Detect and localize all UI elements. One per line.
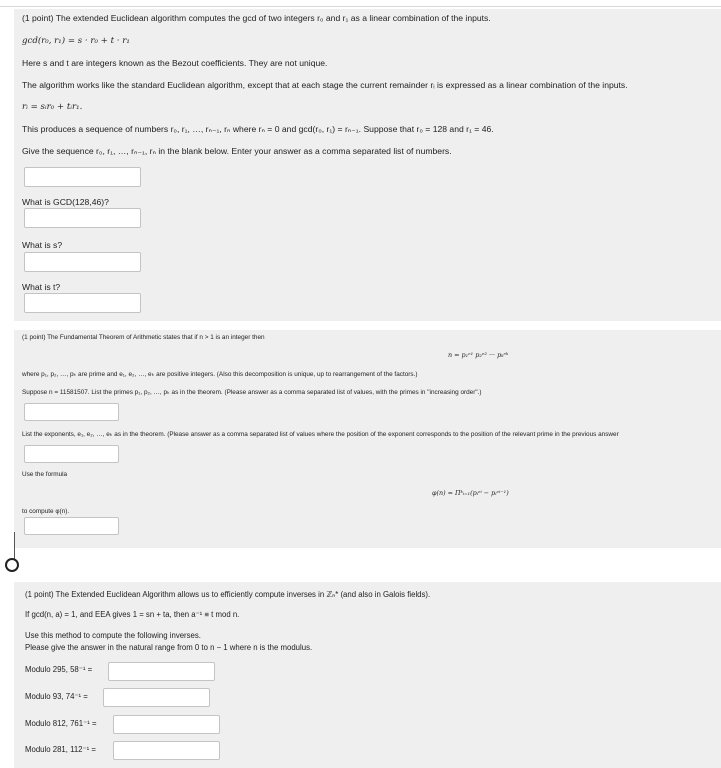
- t-question: What is t?: [22, 282, 61, 292]
- gcd-formula: gcd(r₀, r₁) = s · r₀ + t · r₁: [22, 36, 130, 46]
- range-text: Please give the answer in the natural range from 0 to n − 1 where n is the modulus.: [25, 643, 313, 652]
- gcd-input[interactable]: [24, 208, 141, 228]
- problem-3-intro: (1 point) The Extended Euclidean Algorithm allows us to efficiently compute inverses in ℤₙ* (and also in Galois fields).: [25, 590, 431, 599]
- use-method-text: Use this method to compute the following inverses.: [25, 631, 201, 640]
- inverse-input-4[interactable]: [113, 741, 220, 760]
- s-input[interactable]: [24, 252, 141, 272]
- problem-1-card: [14, 9, 721, 321]
- phi-input[interactable]: [24, 517, 119, 535]
- t-input[interactable]: [24, 293, 141, 313]
- problem-1-intro: (1 point) The extended Euclidean algorithm computes the gcd of two integers r₀ and r₁ as a linear combination of the inputs.: [22, 13, 491, 23]
- problem-2-intro: (1 point) The Fundamental Theorem of Arithmetic states that if n > 1 is an integer then: [22, 334, 265, 341]
- algorithm-text: The algorithm works like the standard Euclidean algorithm, except that at each stage the current remainder rᵢ is expressed as a linear combination of the inputs.: [22, 80, 628, 90]
- sequence-instruction: Give the sequence r₀, r₁, …, rₙ₋₁, rₙ in the blank below. Enter your answer as a comma separated list of numbers.: [22, 146, 452, 156]
- problem-2-card: [14, 330, 721, 548]
- exponents-text: List the exponents, e₁, e₂, …, eₖ as in the theorem. (Please answer as a comma separated list of values where the position of the exponent corresponds to the position of the relevant prime in the previous answer: [22, 431, 619, 438]
- timeline-node-icon: [5, 558, 19, 572]
- inverse-input-2[interactable]: [103, 688, 210, 707]
- use-formula-text: Use the formula: [22, 471, 68, 478]
- inverse-question-2: Modulo 93, 74⁻¹ =: [25, 692, 88, 701]
- primes-where-text: where p₁, p₂, …, pₖ are prime and e₁, e₂, …, eₖ are positive integers. (Also this decomposition is unique, up to rearrangement of the factors.): [22, 371, 418, 378]
- bezout-text: Here s and t are integers known as the Bezout coefficients. They are not unique.: [22, 58, 328, 68]
- sequence-input[interactable]: [24, 167, 141, 187]
- sequence-text: This produces a sequence of numbers r₀, r₁, …, rₙ₋₁, rₙ where rₙ = 0 and gcd(r₀, r₁) = rₙ₋₁. Suppose that r₀ = 128 and r₁ = 46.: [22, 124, 494, 134]
- inverse-question-1: Modulo 295, 58⁻¹ =: [25, 665, 93, 674]
- phi-formula: φ(n) = Πᵏᵢ₌₁(pᵢᵉⁱ − pᵢᵉⁱ⁻¹): [432, 489, 509, 497]
- inverse-rule-text: If gcd(n, a) = 1, and EEA gives 1 = sn + ta, then a⁻¹ ≡ t mod n.: [25, 610, 240, 619]
- exponents-input[interactable]: [24, 445, 119, 463]
- gcd-question: What is GCD(128,46)?: [22, 197, 109, 207]
- suppose-n-text: Suppose n = 11581507. List the primes p₁, p₂, …, pₖ as in the theorem. (Please answer as a comma separated list of values, with the primes in "increasing order".): [22, 389, 482, 396]
- inverse-question-4: Modulo 281, 112⁻¹ =: [25, 745, 96, 754]
- compute-phi-text: to compute φ(n).: [22, 508, 70, 515]
- primes-input[interactable]: [24, 403, 119, 421]
- inverse-input-1[interactable]: [108, 662, 215, 681]
- inverse-input-3[interactable]: [113, 715, 220, 734]
- ri-formula: rᵢ = sᵢr₀ + tᵢr₁.: [22, 102, 83, 112]
- s-question: What is s?: [22, 240, 63, 250]
- factorization-formula: n = p₁ᵉ¹ p₂ᵉ² ··· pₖᵉᵏ: [448, 351, 509, 359]
- inverse-question-3: Modulo 812, 761⁻¹ =: [25, 719, 97, 728]
- top-border: [0, 0, 721, 7]
